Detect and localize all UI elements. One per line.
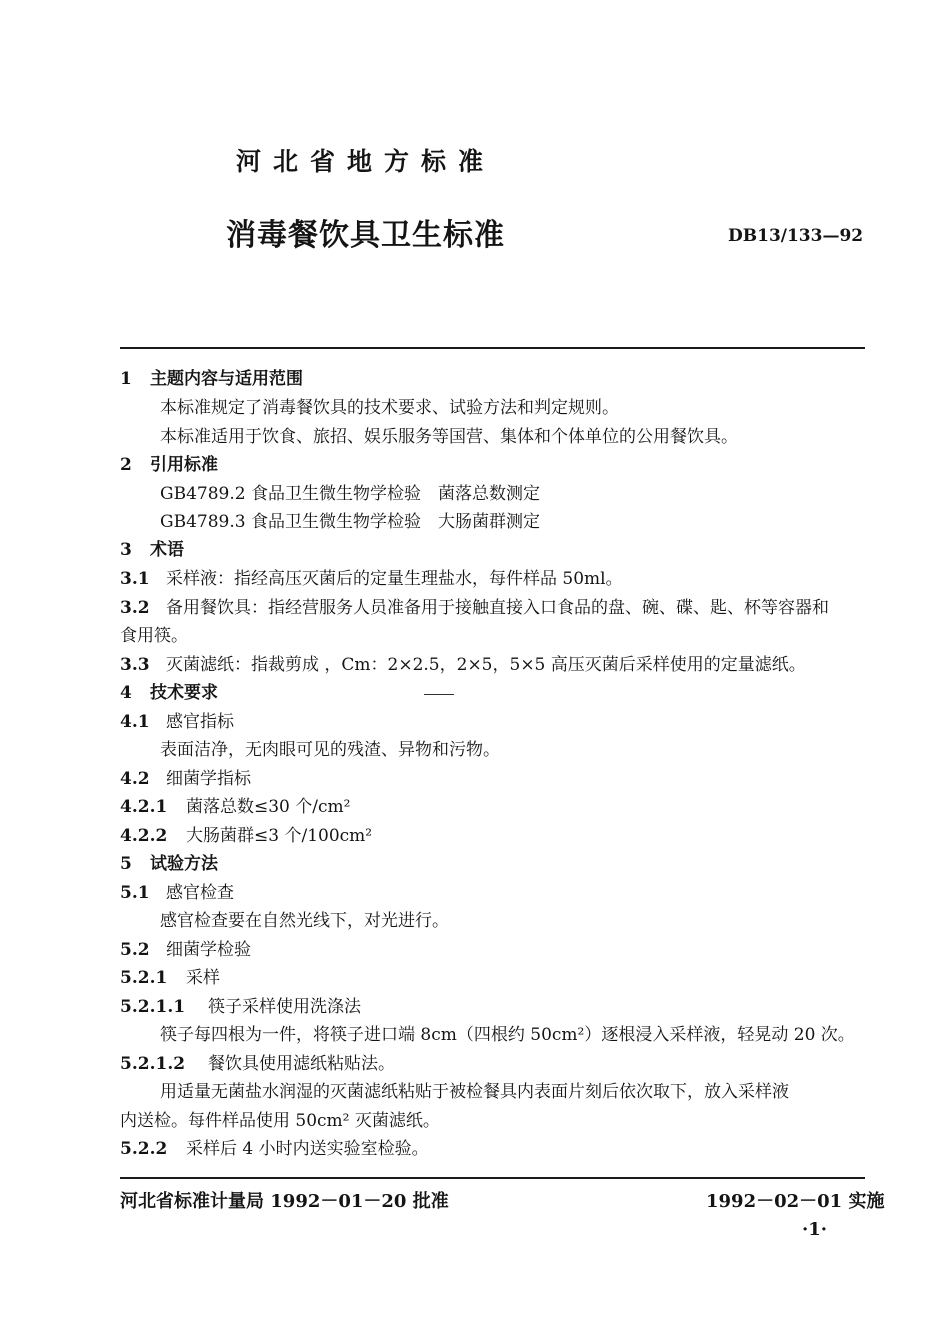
reference-item: GB4789.3 食品卫生微生物学检验 大肠菌群测定 — [160, 512, 540, 532]
stray-dash — [424, 694, 454, 695]
clause-5-2-1: 5.2.1 采样 — [120, 968, 220, 988]
page-number: ·1· — [802, 1219, 828, 1240]
clause-3-3: 3.3 灭菌滤纸：指裁剪成 ，Cm：2×2.5，2×5，5×5 高压灭菌后采样使用的定量滤纸。 — [120, 655, 806, 675]
issuing-authority: 河北省地方标准 — [236, 147, 496, 176]
section-2-heading: 2 引用标准 — [120, 455, 218, 475]
clause-3-2-continued: 食用筷。 — [120, 626, 188, 646]
section-3-heading: 3 术语 — [120, 540, 184, 560]
section-4-heading: 4 技术要求 — [120, 683, 218, 703]
section-1-heading: 1 主题内容与适用范围 — [120, 369, 303, 389]
clause-5-2-1-2: 5.2.1.2 餐饮具使用滤纸粘贴法。 — [120, 1054, 395, 1074]
paragraph: 用适量无菌盐水润湿的灭菌滤纸粘贴于被检餐具内表面片刻后依次取下，放入采样液 — [160, 1082, 789, 1102]
section-5-heading: 5 试验方法 — [120, 854, 218, 874]
clause-4-2-1: 4.2.1 菌落总数≤30 个/cm² — [120, 797, 351, 817]
clause-5-2: 5.2 细菌学检验 — [120, 940, 251, 960]
reference-item: GB4789.2 食品卫生微生物学检验 菌落总数测定 — [160, 484, 540, 504]
clause-3-1: 3.1 采样液：指经高压灭菌后的定量生理盐水，每件样品 50ml。 — [120, 569, 623, 589]
document-title: 消毒餐饮具卫生标准 — [226, 218, 505, 253]
paragraph: 表面洁净，无肉眼可见的残渣、异物和污物。 — [160, 740, 500, 760]
effective-date: 1992－02－01 实施 — [706, 1191, 885, 1212]
clause-5-2-2: 5.2.2 采样后 4 小时内送实验室检验。 — [120, 1139, 429, 1159]
clause-5-2-1-1: 5.2.1.1 筷子采样使用洗涤法 — [120, 997, 361, 1017]
paragraph-continued: 内送检。每件样品使用 50cm² 灭菌滤纸。 — [120, 1111, 440, 1131]
clause-5-1: 5.1 感官检查 — [120, 883, 234, 903]
standard-code: DB13/133—92 — [728, 226, 864, 246]
clause-4-2-2: 4.2.2 大肠菌群≤3 个/100cm² — [120, 826, 373, 846]
approval-line: 河北省标准计量局 1992－01－20 批准 — [120, 1191, 449, 1212]
paragraph: 筷子每四根为一件，将筷子进口端 8cm（四根约 50cm²）逐根浸入采样液，轻晃动 20 次。 — [160, 1025, 855, 1045]
paragraph: 感官检查要在自然光线下，对光进行。 — [160, 911, 449, 931]
top-rule — [120, 347, 865, 349]
paragraph: 本标准规定了消毒餐饮具的技术要求、试验方法和判定规则。 — [160, 398, 619, 418]
clause-3-2: 3.2 备用餐饮具：指经营服务人员准备用于接触直接入口食品的盘、碗、碟、匙、杯等容器和 — [120, 598, 829, 618]
paragraph: 本标准适用于饮食、旅招、娱乐服务等国营、集体和个体单位的公用餐饮具。 — [160, 427, 738, 447]
clause-4-2: 4.2 细菌学指标 — [120, 769, 251, 789]
bottom-rule — [120, 1177, 865, 1179]
clause-4-1: 4.1 感官指标 — [120, 712, 234, 732]
